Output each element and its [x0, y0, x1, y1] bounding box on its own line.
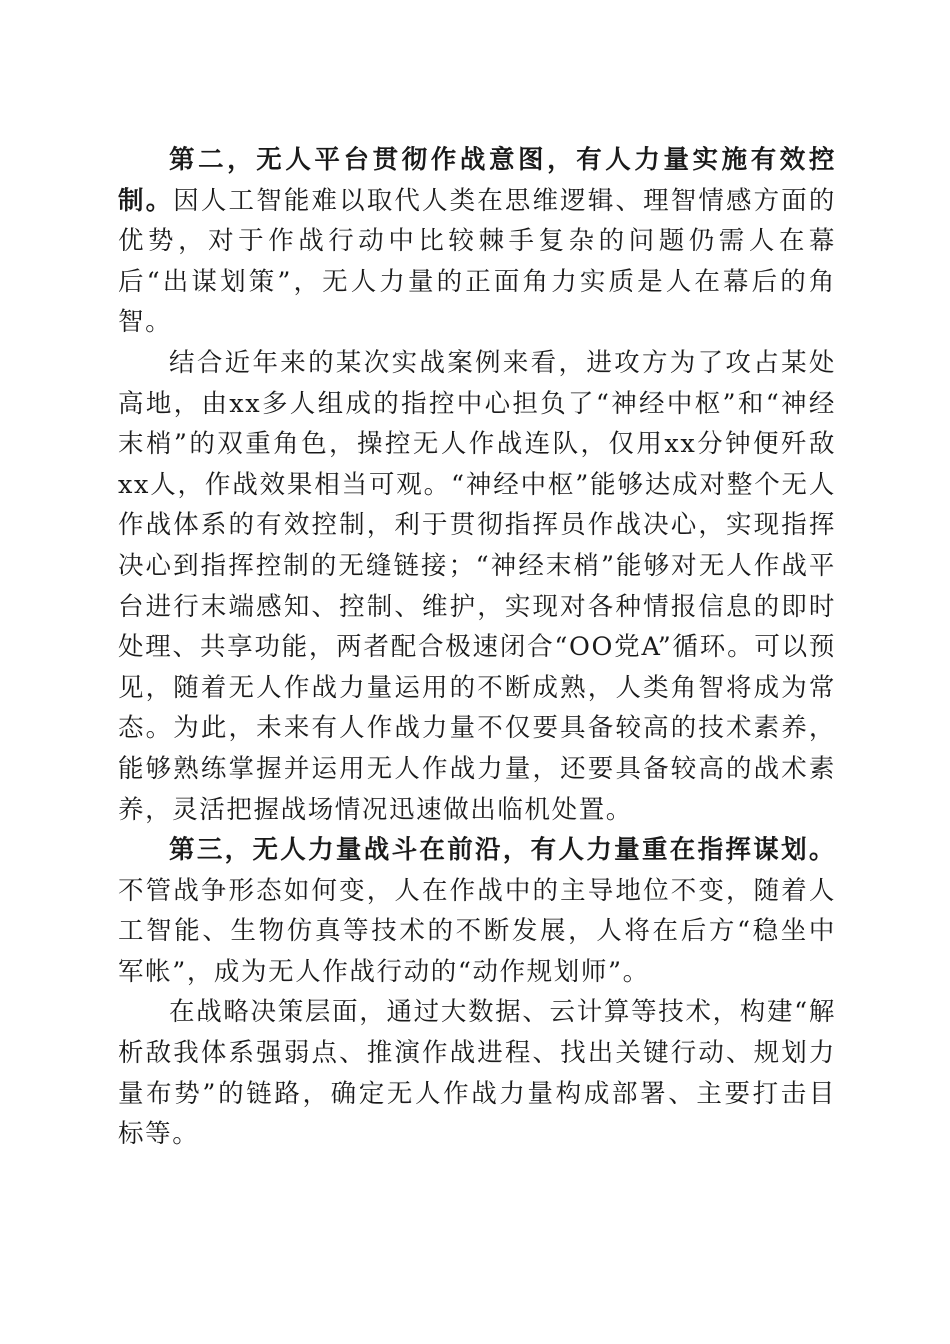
paragraph-2 — [118, 343, 836, 830]
paragraph-1-body: 因人工智能难以取代人类在思维逻辑、理智情感方面的优势，对于作战行动中比较棘手复杂的问题仍需人在幕后“出谋划策”，无人力量的正面角力实质是人在幕后的角智。 — [118, 185, 837, 338]
paragraph-4-body: 在战略决策层面，通过大数据、云计算等技术，构建“解析敌我体系强弱点、推演作战进程、找出关键行动、规划力量布势”的链路，确定无人作战力量构成部署、主要打击目标等。 — [118, 997, 836, 1150]
paragraph-2-body: 结合近年来的某次实战案例来看，进攻方为了攻占某处高地，由xx多人组成的指控中心担负了“神经中枢”和“神经末梢”的双重角色，操控无人作战连队，仅用xx分钟便歼敌xx人，作战效果相当可观。“神经中枢”能够达成对整个无人作战体系的有效控制，利于贯彻指挥员作战决心，实现指挥决心到指挥控制的无缝链接；“神经末梢”能够对无人作战平台进行末端感知、控制、维护，实现对各种情报信息的即时处理、共享功能，两者配合极速闭合“OO党A”循环。可以预见，随着无人作战力量运用的不断成熟，人类角智将成为常态。为此，未来有人作战力量不仅要具备较高的技术素养，能够熟练掌握并运用无人作战力量，还要具备较高的战术素养，灵活把握战场情况迅速做出临机处置。 — [118, 347, 836, 825]
document-body — [118, 140, 836, 1155]
paragraph-4 — [118, 992, 836, 1154]
paragraph-3-body: 不管战争形态如何变，人在作战中的主导地位不变，随着人工智能、生物仿真等技术的不断发展，人将在后方“稳坐中军帐”，成为无人作战行动的“动作规划师”。 — [118, 875, 836, 987]
paragraph-3 — [118, 830, 836, 992]
paragraph-3-lead: 第三，无人力量战斗在前沿，有人力量重在指挥谋划。 — [169, 835, 836, 866]
paragraph-1-lead: 第二，无人平台贯彻作战意图，有人力量实施有效控制。 — [118, 145, 836, 216]
paragraph-1 — [118, 140, 836, 343]
